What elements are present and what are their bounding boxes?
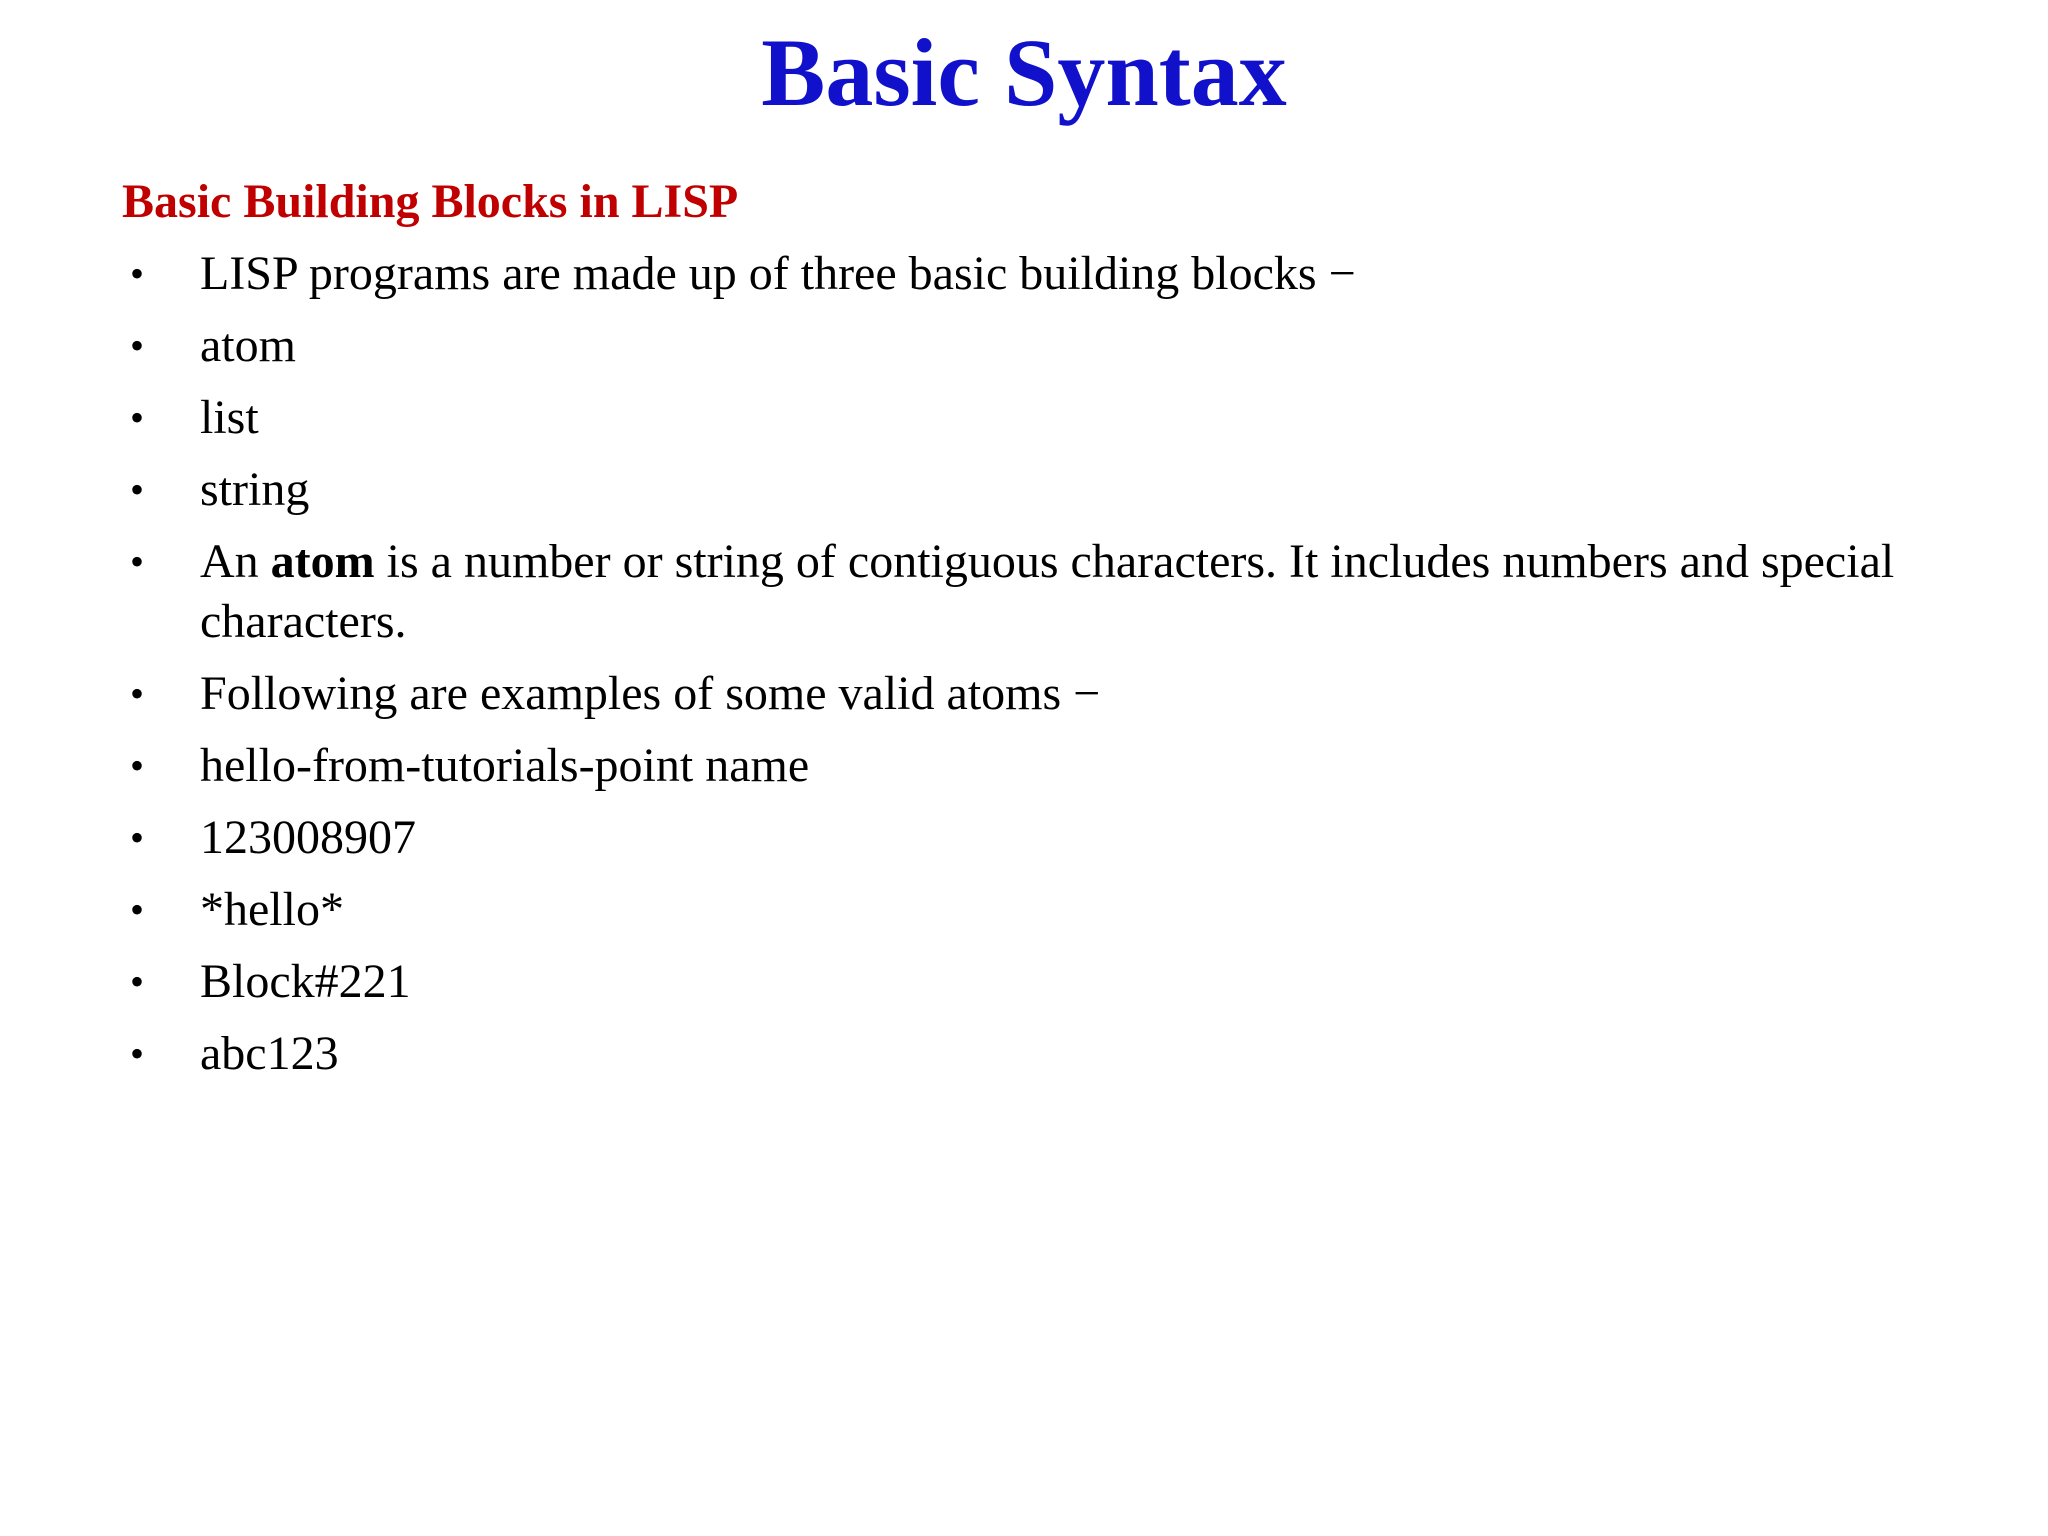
section-heading: Basic Building Blocks in LISP (122, 175, 739, 228)
bullet-text: abc123 (200, 1027, 339, 1080)
bullet-text: Block#221 (200, 955, 411, 1008)
bullet-icon: • (130, 323, 145, 368)
bullet-text-post: is a number or string of contiguous characters. It includes numbers and special characters. (200, 535, 1895, 648)
bullet-item-list (0, 388, 2048, 448)
bullet-text: list (200, 391, 259, 444)
bullet-text: 123008907 (200, 811, 416, 864)
bullet-text: LISP programs are made up of three basic building blocks − (200, 247, 1356, 300)
bullet-list (0, 244, 2048, 1096)
bullet-icon: • (130, 467, 145, 512)
bullet-item-example (0, 736, 2048, 796)
bullet-icon: • (130, 671, 145, 716)
bullet-text: string (200, 463, 310, 516)
bullet-icon: • (130, 959, 145, 1004)
bullet-icon: • (130, 395, 145, 440)
bullet-item-atom-definition (0, 532, 2048, 652)
bullet-item-atom (0, 316, 2048, 376)
bullet-text-pre: An (200, 535, 271, 588)
bullet-item-building-blocks (0, 244, 2048, 304)
bullet-icon: • (130, 743, 145, 788)
bullet-item-example (0, 880, 2048, 940)
bullet-item-examples-intro (0, 664, 2048, 724)
bullet-text: *hello* (200, 883, 344, 936)
bullet-item-string (0, 460, 2048, 520)
bullet-text-bold-term: atom (270, 535, 375, 588)
bullet-item-example (0, 1024, 2048, 1084)
bullet-icon: • (130, 887, 145, 932)
bullet-icon: • (130, 1031, 145, 1076)
bullet-item-example (0, 808, 2048, 868)
bullet-text (200, 535, 1894, 648)
bullet-icon: • (130, 539, 145, 584)
bullet-icon: • (130, 251, 145, 296)
bullet-text: hello-from-tutorials-point name (200, 739, 810, 792)
slide-title: Basic Syntax (761, 19, 1287, 126)
bullet-item-example (0, 952, 2048, 1012)
bullet-text: atom (200, 319, 296, 372)
bullet-icon: • (130, 815, 145, 860)
bullet-text: Following are examples of some valid atoms − (200, 667, 1101, 720)
